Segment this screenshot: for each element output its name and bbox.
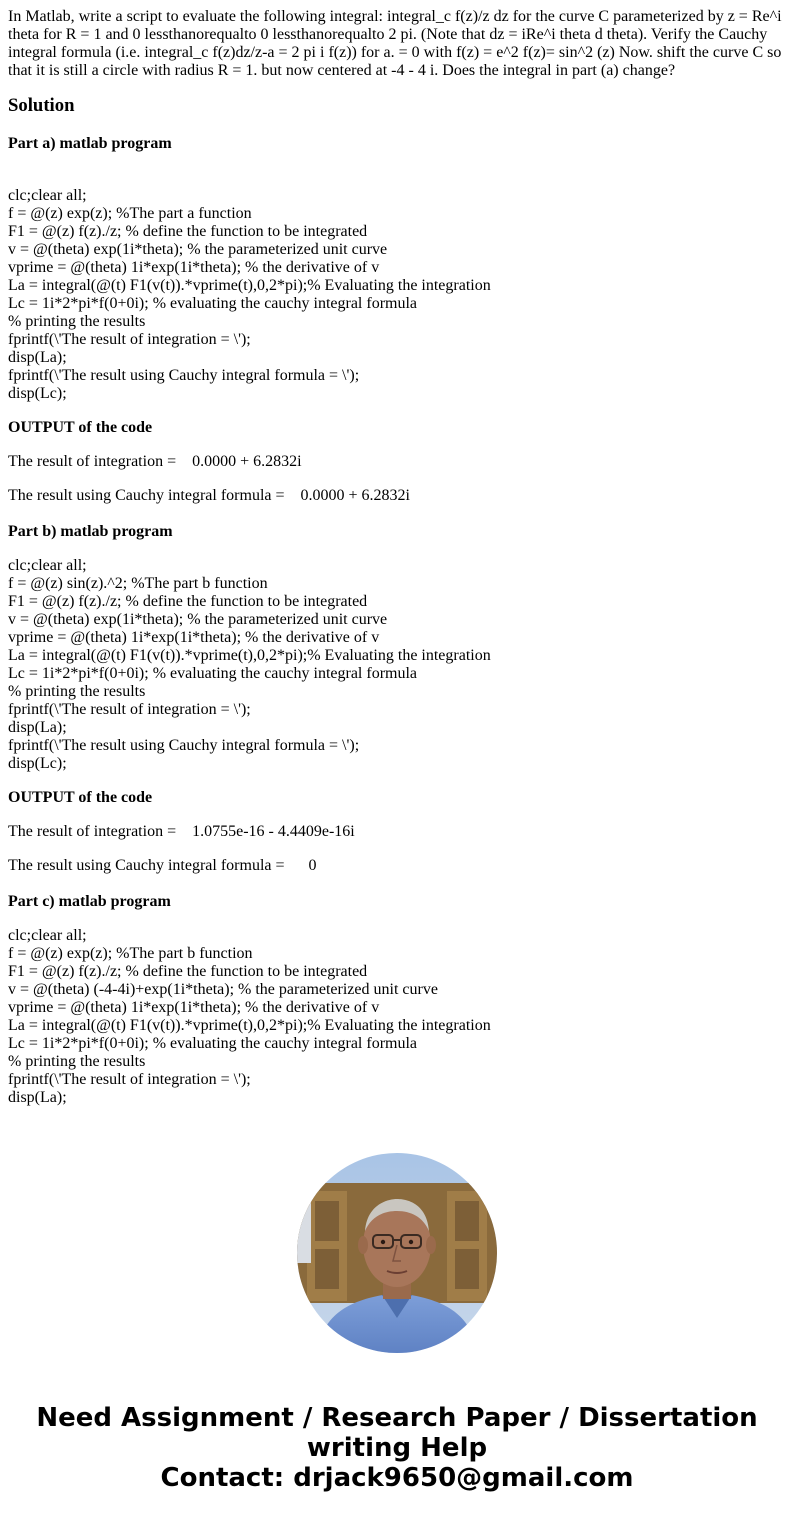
part-a-heading: Part a) matlab program	[8, 135, 172, 152]
part-c-heading: Part c) matlab program	[8, 893, 171, 910]
part-b-output-integration: The result of integration = 1.0755e-16 - 4.4409e-16i	[8, 823, 355, 840]
code-line: f = @(z) exp(z); %The part b function	[8, 945, 253, 962]
solution-heading: Solution	[8, 95, 75, 116]
part-a-output-integration: The result of integration = 0.0000 + 6.2832i	[8, 453, 302, 470]
code-line: fprintf(\'The result using Cauchy integral formula = \');	[8, 737, 360, 754]
code-line: Lc = 1i*2*pi*f(0+0i); % evaluating the cauchy integral formula	[8, 295, 418, 312]
part-b-heading: Part b) matlab program	[8, 523, 173, 540]
question-text: In Matlab, write a script to evaluate the following integral: integral_c f(z)/z dz for the curve C parameterized by z = Re^i theta for R = 1 and 0 lessthanorequalto 0 lessthanorequalto 2 pi. (Note that dz = iRe^i theta d theta). Verify the Cauchy integral formula (i.e. integral_c f(z)dz/z-a = 2 pi i f(z)) for a. = 0 with f(z) = e^2 f(z)= sin^2 (z) Now. shift the curve C so that it is still a circle with radius R = 1. but now centered at -4 - 4 i. Does the integral in part (a) change?	[8, 8, 782, 79]
code-line: fprintf(\'The result of integration = \');	[8, 1071, 251, 1088]
code-line: La = integral(@(t) F1(v(t)).*vprime(t),0,2*pi);% Evaluating the integration	[8, 647, 491, 664]
code-line: Lc = 1i*2*pi*f(0+0i); % evaluating the cauchy integral formula	[8, 1035, 418, 1052]
code-line: clc;clear all;	[8, 187, 87, 204]
code-line: fprintf(\'The result using Cauchy integral formula = \');	[8, 367, 360, 384]
code-line: Lc = 1i*2*pi*f(0+0i); % evaluating the cauchy integral formula	[8, 665, 418, 682]
code-line: fprintf(\'The result of integration = \');	[8, 331, 251, 348]
code-line: disp(La);	[8, 349, 67, 366]
part-a-output-cauchy: The result using Cauchy integral formula = 0.0000 + 6.2832i	[8, 487, 410, 504]
code-line: v = @(theta) exp(1i*theta); % the parameterized unit curve	[8, 241, 388, 258]
code-line: f = @(z) exp(z); %The part a function	[8, 205, 252, 222]
part-c-code	[8, 927, 786, 1107]
author-avatar	[297, 1153, 497, 1353]
code-line: La = integral(@(t) F1(v(t)).*vprime(t),0,2*pi);% Evaluating the integration	[8, 1017, 491, 1034]
code-line: clc;clear all;	[8, 557, 87, 574]
promo-banner	[0, 1403, 794, 1493]
part-b-output-cauchy: The result using Cauchy integral formula = 0	[8, 857, 317, 874]
code-line: % printing the results	[8, 1053, 146, 1070]
promo-line-2: writing Help	[306, 1433, 488, 1463]
code-line: La = integral(@(t) F1(v(t)).*vprime(t),0,2*pi);% Evaluating the integration	[8, 277, 491, 294]
code-line: vprime = @(theta) 1i*exp(1i*theta); % the derivative of v	[8, 259, 380, 276]
part-b-code	[8, 557, 786, 773]
code-line: vprime = @(theta) 1i*exp(1i*theta); % the derivative of v	[8, 629, 380, 646]
code-line: v = @(theta) (-4-4i)+exp(1i*theta); % the parameterized unit curve	[8, 981, 438, 998]
part-b-output-heading: OUTPUT of the code	[8, 789, 153, 806]
code-line: F1 = @(z) f(z)./z; % define the function to be integrated	[8, 223, 368, 240]
code-line: % printing the results	[8, 683, 146, 700]
code-line: clc;clear all;	[8, 927, 87, 944]
promo-contact-line: Contact: drjack9650@gmail.com	[160, 1463, 634, 1493]
code-line: disp(Lc);	[8, 385, 67, 402]
code-line: v = @(theta) exp(1i*theta); % the parameterized unit curve	[8, 611, 388, 628]
part-a-output-heading: OUTPUT of the code	[8, 419, 153, 436]
code-line: disp(La);	[8, 1089, 67, 1106]
code-line: f = @(z) sin(z).^2; %The part b function	[8, 575, 268, 592]
promo-line-1: Need Assignment / Research Paper / Dissertation	[36, 1403, 758, 1433]
part-a-code	[8, 187, 786, 403]
code-line: disp(La);	[8, 719, 67, 736]
code-line: F1 = @(z) f(z)./z; % define the function to be integrated	[8, 963, 368, 980]
code-line: % printing the results	[8, 313, 146, 330]
code-line: F1 = @(z) f(z)./z; % define the function to be integrated	[8, 593, 368, 610]
code-line: fprintf(\'The result of integration = \');	[8, 701, 251, 718]
code-line: vprime = @(theta) 1i*exp(1i*theta); % the derivative of v	[8, 999, 380, 1016]
author-photo	[297, 1153, 497, 1353]
code-line: disp(Lc);	[8, 755, 67, 772]
